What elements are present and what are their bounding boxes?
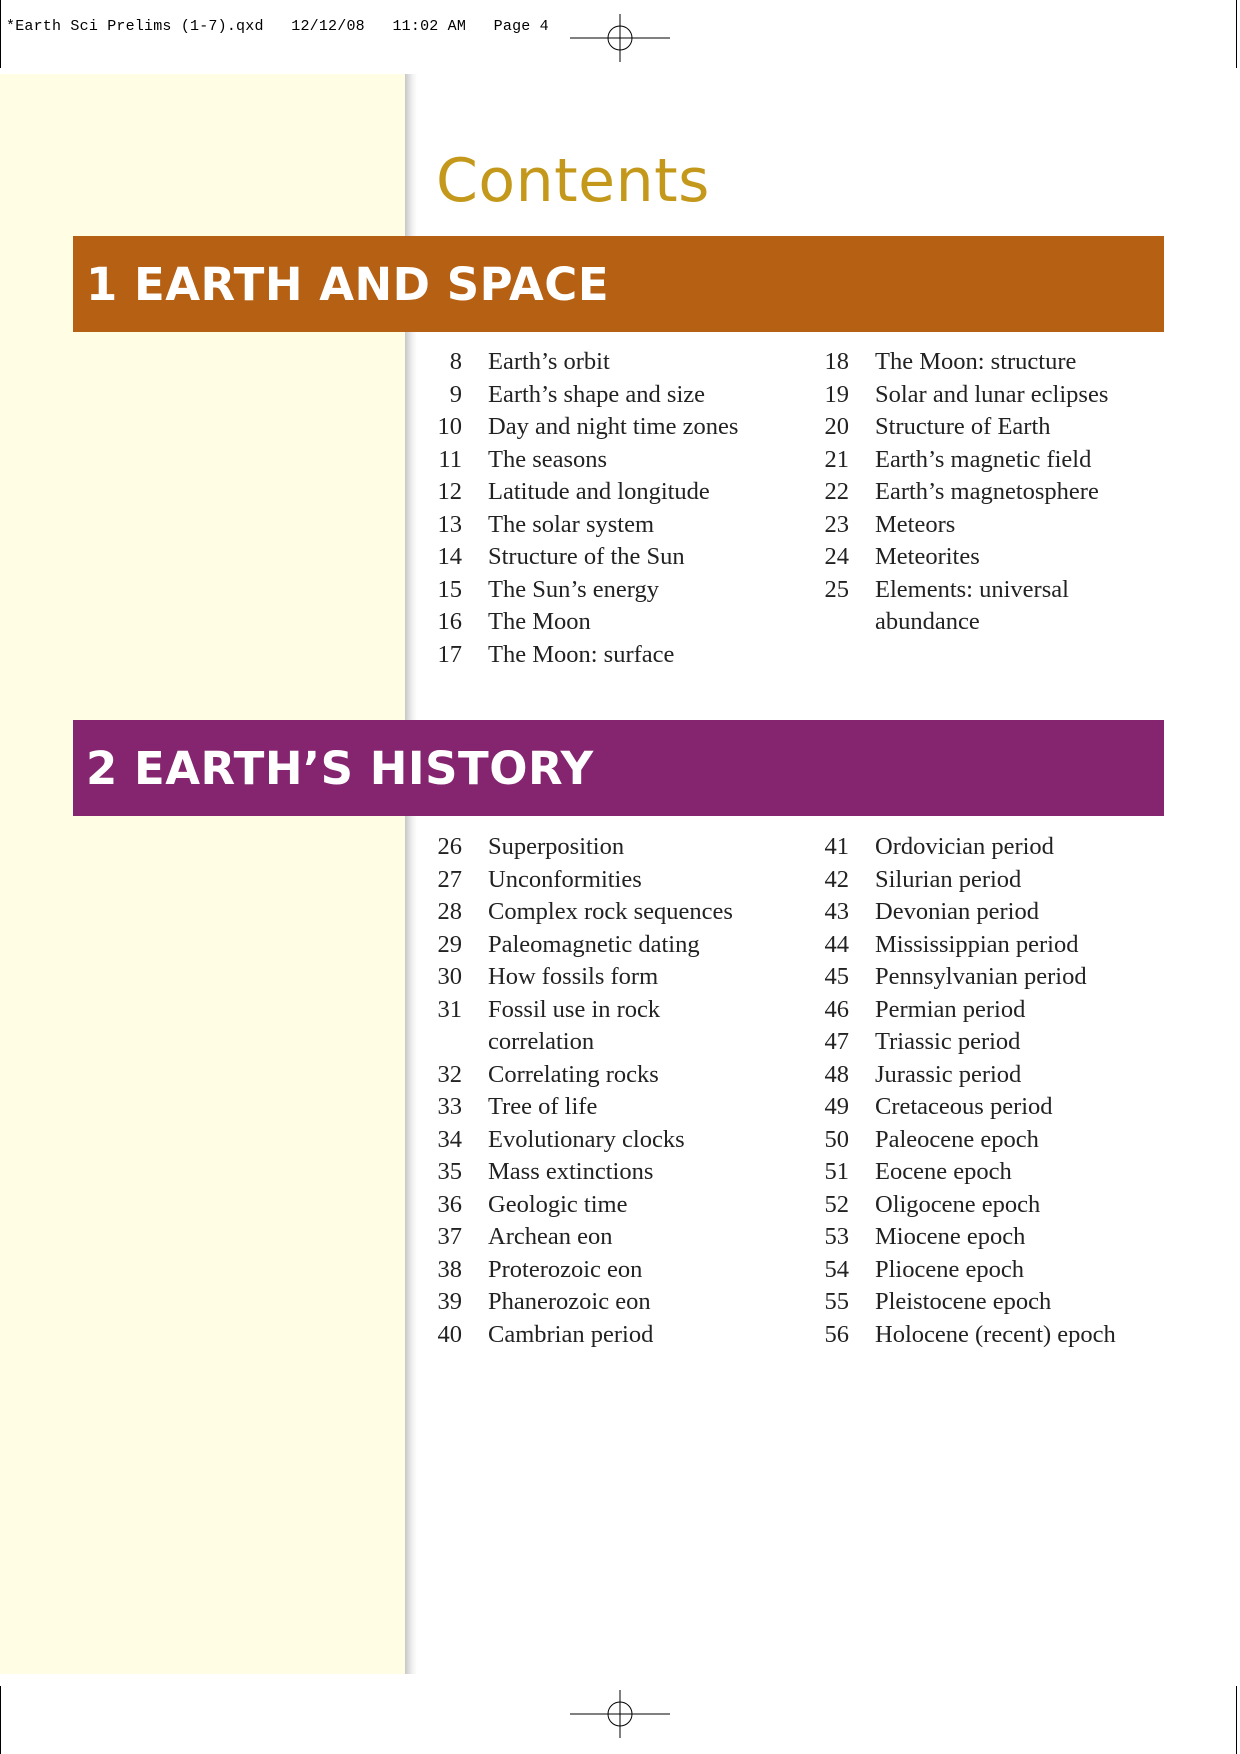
toc-entry — [823, 929, 1203, 962]
crop-mark-bottom-right — [1236, 1686, 1237, 1754]
toc-entry-title: Meteorites — [875, 543, 980, 570]
toc-entry — [436, 994, 816, 1027]
toc-entry-title: Correlating rocks — [488, 1060, 659, 1088]
toc-entry — [436, 411, 816, 444]
toc-entry — [823, 574, 1203, 607]
toc-page-number: 47 — [824, 1028, 849, 1055]
toc-page-number: 44 — [824, 930, 849, 958]
toc-page-number: 23 — [824, 510, 849, 538]
toc-entry-title: Earth’s magnetic field — [875, 445, 1092, 473]
toc-entry-title: abundance — [875, 608, 980, 635]
toc-entry — [823, 541, 1203, 574]
toc-entry — [823, 896, 1203, 929]
toc-entry — [823, 961, 1203, 994]
toc-page-number: 49 — [824, 1093, 849, 1120]
toc-page-number: 18 — [824, 348, 849, 375]
toc-entry-title: Mississippian period — [875, 930, 1079, 958]
toc-entry — [436, 574, 816, 607]
toc-entry-title: Miocene epoch — [875, 1223, 1026, 1250]
print-slug: *Earth Sci Prelims (1-7).qxd 12/12/08 11:02 AM Page 4 — [6, 18, 549, 35]
toc-page-number: 50 — [824, 1125, 849, 1153]
toc-entry-title: Structure of Earth — [875, 413, 1051, 440]
toc-page-number: 48 — [824, 1060, 849, 1088]
toc-entry-title: Structure of the Sun — [488, 543, 685, 570]
toc-entry — [436, 1059, 816, 1092]
toc-entry — [436, 541, 816, 574]
toc-entry — [436, 1286, 816, 1319]
toc-entry — [436, 509, 816, 542]
toc-entry — [823, 994, 1203, 1027]
section-banner-earth-and-space — [73, 236, 1164, 332]
toc-entry-title: Earth’s magnetosphere — [875, 478, 1099, 505]
toc-page-number: 13 — [437, 510, 462, 538]
toc-entry — [823, 379, 1203, 412]
toc-entry — [823, 1026, 1203, 1059]
toc-entry-title: The Sun’s energy — [488, 575, 660, 603]
toc-entry-title: Elements: universal — [875, 575, 1069, 603]
toc-entry-title: The Moon: surface — [488, 640, 675, 668]
toc-page-number: 34 — [437, 1125, 462, 1153]
toc-page-number: 17 — [437, 640, 462, 668]
toc-page-number: 15 — [437, 575, 462, 603]
toc-entry — [823, 1254, 1203, 1287]
toc-page-number: 31 — [437, 995, 462, 1023]
toc-entry — [823, 1124, 1203, 1157]
toc-entry-title: Eocene epoch — [875, 1158, 1012, 1185]
toc-entry-title: Triassic period — [875, 1028, 1021, 1055]
toc-page-number: 22 — [824, 478, 849, 505]
toc-column-section1-left — [436, 346, 816, 671]
toc-entry-title: Earth’s orbit — [488, 348, 610, 375]
toc-entry-title: Pliocene epoch — [875, 1255, 1024, 1283]
section-heading: 2 EARTH’S HISTORY — [86, 741, 594, 795]
toc-entry-title: Silurian period — [875, 865, 1022, 893]
toc-column-section1-right — [823, 346, 1203, 639]
toc-entry-title: Devonian period — [875, 898, 1039, 925]
toc-page-number: 53 — [824, 1223, 849, 1250]
toc-entry — [823, 1059, 1203, 1092]
toc-entry-title: Paleocene epoch — [875, 1125, 1039, 1153]
toc-entry-title: Superposition — [488, 833, 625, 860]
toc-page-number: 19 — [824, 380, 849, 408]
toc-entry — [436, 831, 816, 864]
toc-page-number: 25 — [824, 575, 849, 603]
section-banner-earths-history — [73, 720, 1164, 816]
registration-mark-bottom — [570, 1684, 670, 1744]
section-heading: 1 EARTH AND SPACE — [86, 257, 610, 311]
toc-entry — [823, 346, 1203, 379]
toc-entry — [436, 1091, 816, 1124]
toc-entry-title: The seasons — [488, 445, 608, 473]
toc-page-number: 35 — [437, 1158, 462, 1185]
toc-entry-title: Phanerozoic eon — [488, 1288, 651, 1315]
toc-entry — [436, 606, 816, 639]
crop-mark-top-right — [1236, 0, 1237, 68]
toc-entry — [436, 1124, 816, 1157]
toc-entry-title: Paleomagnetic dating — [488, 930, 700, 958]
toc-entry — [823, 864, 1203, 897]
toc-page-number — [436, 1026, 462, 1059]
toc-entry-title: Cretaceous period — [875, 1093, 1053, 1120]
toc-entry — [436, 864, 816, 897]
toc-entry-title: Permian period — [875, 995, 1026, 1023]
toc-page-number: 38 — [437, 1255, 462, 1283]
page-title: Contents — [436, 146, 710, 216]
toc-page-number: 24 — [824, 543, 849, 570]
toc-entry-title: Solar and lunar eclipses — [875, 380, 1109, 408]
toc-entry-title: Fossil use in rock — [488, 995, 661, 1023]
toc-page-number: 37 — [437, 1223, 462, 1250]
toc-entry-title: Unconformities — [488, 865, 642, 893]
toc-entry — [436, 929, 816, 962]
toc-entry-title: Complex rock sequences — [488, 898, 733, 925]
toc-entry-title: Pleistocene epoch — [875, 1288, 1052, 1315]
toc-entry — [823, 1319, 1203, 1352]
toc-page-number — [823, 606, 849, 639]
toc-entry-title: Evolutionary clocks — [488, 1125, 685, 1153]
toc-entry — [823, 1189, 1203, 1222]
toc-entry-title: How fossils form — [488, 963, 659, 990]
toc-entry — [436, 896, 816, 929]
toc-entry-title: Ordovician period — [875, 833, 1054, 860]
toc-entry-title: Oligocene epoch — [875, 1190, 1041, 1218]
toc-page-number: 12 — [437, 478, 462, 505]
toc-page-number: 41 — [824, 833, 849, 860]
toc-entry — [436, 1026, 816, 1059]
toc-entry — [823, 831, 1203, 864]
toc-page-number: 46 — [824, 995, 849, 1023]
toc-entry — [823, 1221, 1203, 1254]
toc-entry — [436, 1319, 816, 1352]
toc-page-number: 52 — [824, 1190, 849, 1218]
toc-entry — [823, 509, 1203, 542]
toc-entry-title: Holocene (recent) epoch — [875, 1320, 1116, 1348]
toc-entry — [823, 1091, 1203, 1124]
toc-page-number: 54 — [824, 1255, 849, 1283]
toc-page-number: 29 — [437, 930, 462, 958]
toc-column-section2-right — [823, 831, 1203, 1351]
toc-page-number: 51 — [824, 1158, 849, 1185]
toc-entry — [823, 444, 1203, 477]
toc-entry-title: The solar system — [488, 510, 655, 538]
toc-entry-title: Latitude and longitude — [488, 478, 710, 505]
toc-entry-title: Pennsylvanian period — [875, 963, 1087, 990]
toc-entry-title: The Moon: structure — [875, 348, 1077, 375]
toc-entry-title: Archean eon — [488, 1223, 613, 1250]
toc-entry-title: Cambrian period — [488, 1320, 654, 1348]
toc-page-number: 27 — [437, 865, 462, 893]
toc-page-number: 39 — [437, 1288, 462, 1315]
toc-page-number: 10 — [437, 413, 462, 440]
toc-page-number: 33 — [437, 1093, 462, 1120]
toc-entry — [436, 1156, 816, 1189]
toc-entry-title: Earth’s shape and size — [488, 380, 706, 408]
toc-page-number: 14 — [437, 543, 462, 570]
toc-page-number: 21 — [824, 445, 849, 473]
toc-page-number: 11 — [438, 445, 462, 473]
toc-page-number: 42 — [824, 865, 849, 893]
toc-page-number: 8 — [449, 348, 462, 375]
toc-entry — [436, 1221, 816, 1254]
toc-entry-title: correlation — [488, 1028, 595, 1055]
crop-mark-bottom-left — [0, 1686, 1, 1754]
toc-entry — [436, 444, 816, 477]
toc-entry-title: Meteors — [875, 510, 956, 538]
crop-mark-top-left — [0, 0, 1, 68]
toc-page-number: 26 — [437, 833, 462, 860]
toc-entry — [823, 476, 1203, 509]
toc-entry — [823, 606, 1203, 639]
toc-entry-title: Proterozoic eon — [488, 1255, 643, 1283]
toc-entry — [436, 379, 816, 412]
registration-mark-top — [570, 8, 670, 68]
toc-entry — [823, 411, 1203, 444]
toc-page-number: 43 — [824, 898, 849, 925]
toc-entry — [436, 1254, 816, 1287]
toc-page-number: 56 — [824, 1320, 849, 1348]
toc-page-number: 36 — [437, 1190, 462, 1218]
toc-page-number: 40 — [437, 1320, 462, 1348]
toc-entry-title: Mass extinctions — [488, 1158, 654, 1185]
toc-entry-title: Tree of life — [488, 1093, 598, 1120]
toc-page-number: 55 — [824, 1288, 849, 1315]
toc-entry-title: Geologic time — [488, 1190, 628, 1218]
toc-entry-title: Day and night time zones — [488, 413, 739, 440]
toc-column-section2-left — [436, 831, 816, 1351]
toc-entry — [436, 476, 816, 509]
toc-entry — [436, 1189, 816, 1222]
toc-entry — [436, 639, 816, 672]
toc-entry-title: Jurassic period — [875, 1060, 1022, 1088]
toc-entry — [436, 346, 816, 379]
toc-entry-title: The Moon — [488, 608, 591, 635]
toc-entry — [823, 1286, 1203, 1319]
toc-page-number: 20 — [824, 413, 849, 440]
toc-page-number: 45 — [824, 963, 849, 990]
toc-page-number: 32 — [437, 1060, 462, 1088]
toc-entry — [823, 1156, 1203, 1189]
toc-page-number: 9 — [449, 380, 462, 408]
toc-entry — [436, 961, 816, 994]
toc-page-number: 30 — [437, 963, 462, 990]
toc-page-number: 16 — [437, 608, 462, 635]
toc-page-number: 28 — [437, 898, 462, 925]
